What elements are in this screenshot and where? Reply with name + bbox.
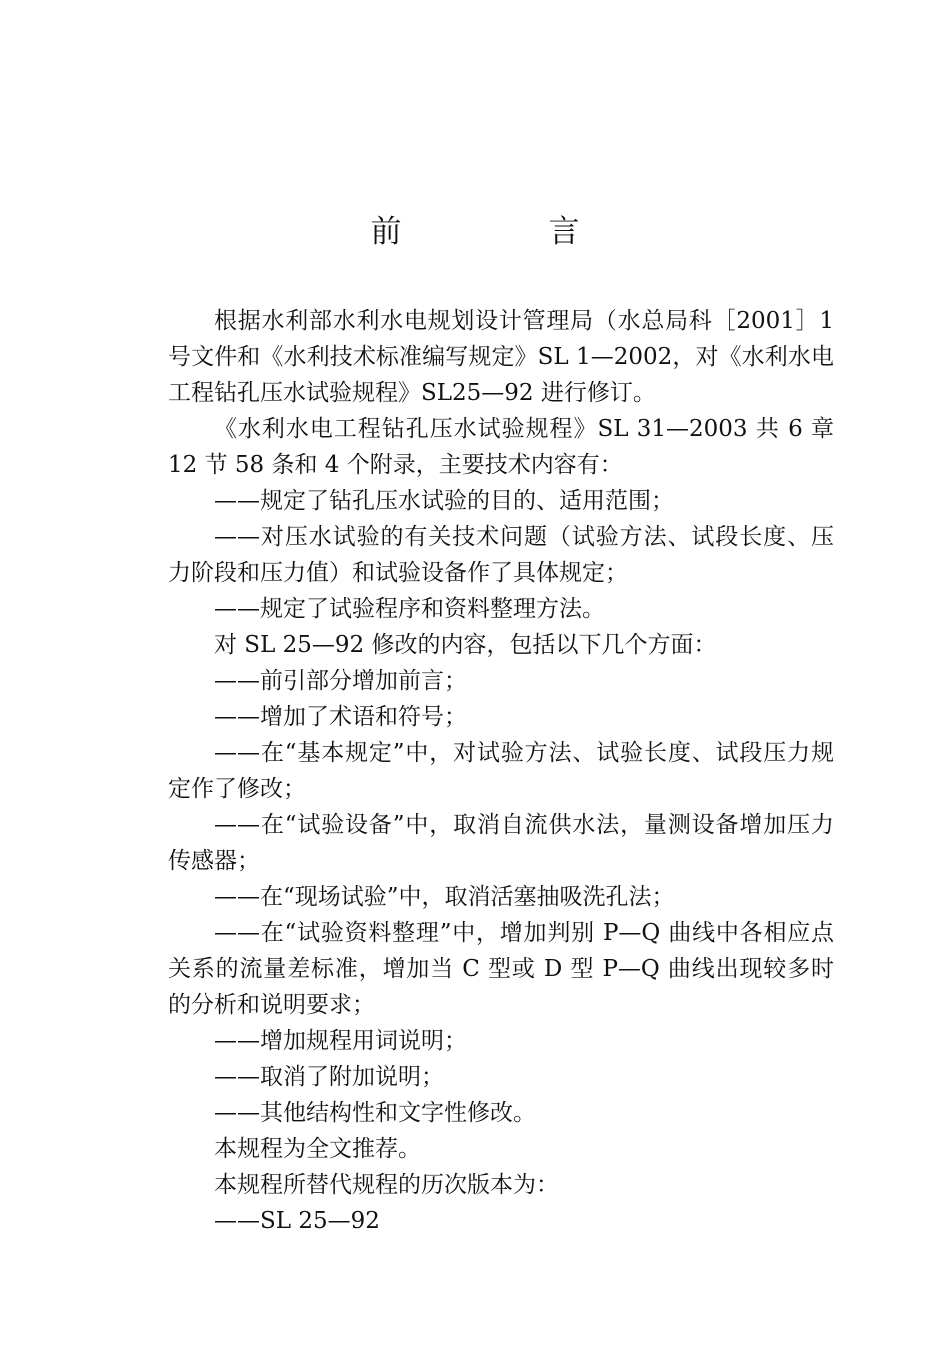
list-item: ——规定了钻孔压水试验的目的、适用范围； [214,488,674,514]
list-item: ——对压水试验的有关技术问题（试验方法、试段长度、压力阶段和压力值）和试验设备作了具体规定； [168,524,834,586]
list-item: ——增加规程用词说明； [214,1028,467,1054]
list-item: ——取消了附加说明； [214,1064,444,1090]
list-item: ——在“试验设备”中，取消自流供水法，量测设备增加压力传感器； [168,812,834,874]
list-item: ——在“基本规定”中，对试验方法、试验长度、试段压力规定作了修改； [168,740,834,802]
body-text [168,303,834,1239]
list-item: ——在“试验资料整理”中，增加判别 P—Q 曲线中各相应点关系的流量差标准，增加当 C 型或 D 型 P—Q 曲线出现较多时的分析和说明要求； [168,920,834,1018]
paragraph-changes-intro: 对 SL 25—92 修改的内容，包括以下几个方面： [214,632,717,658]
list-item: ——增加了术语和符号； [214,704,467,730]
list-item: ——SL 25—92 [214,1208,380,1234]
list-item: ——其他结构性和文字性修改。 [214,1100,536,1126]
paragraph-revision-basis: 根据水利部水利水电规划设计管理局（水总局科［2001］1号文件和《水利技术标准编写规定》SL 1—2002，对《水利水电工程钻孔压水试验规程》SL25—92 进行修订。 [168,308,834,406]
paragraph-structure: 《水利水电工程钻孔压水试验规程》SL 31—2003 共 6 章 12 节 58 条和 4 个附录，主要技术内容有： [168,416,834,478]
paragraph-recommendation: 本规程为全文推荐。 [214,1136,421,1162]
page-title: 前 言 [370,214,638,250]
list-item: ——在“现场试验”中，取消活塞抽吸洗孔法； [214,884,675,910]
paragraph-history-intro: 本规程所替代规程的历次版本为： [214,1172,559,1198]
list-item: ——规定了试验程序和资料整理方法。 [214,596,605,622]
list-item: ——前引部分增加前言； [214,668,467,694]
